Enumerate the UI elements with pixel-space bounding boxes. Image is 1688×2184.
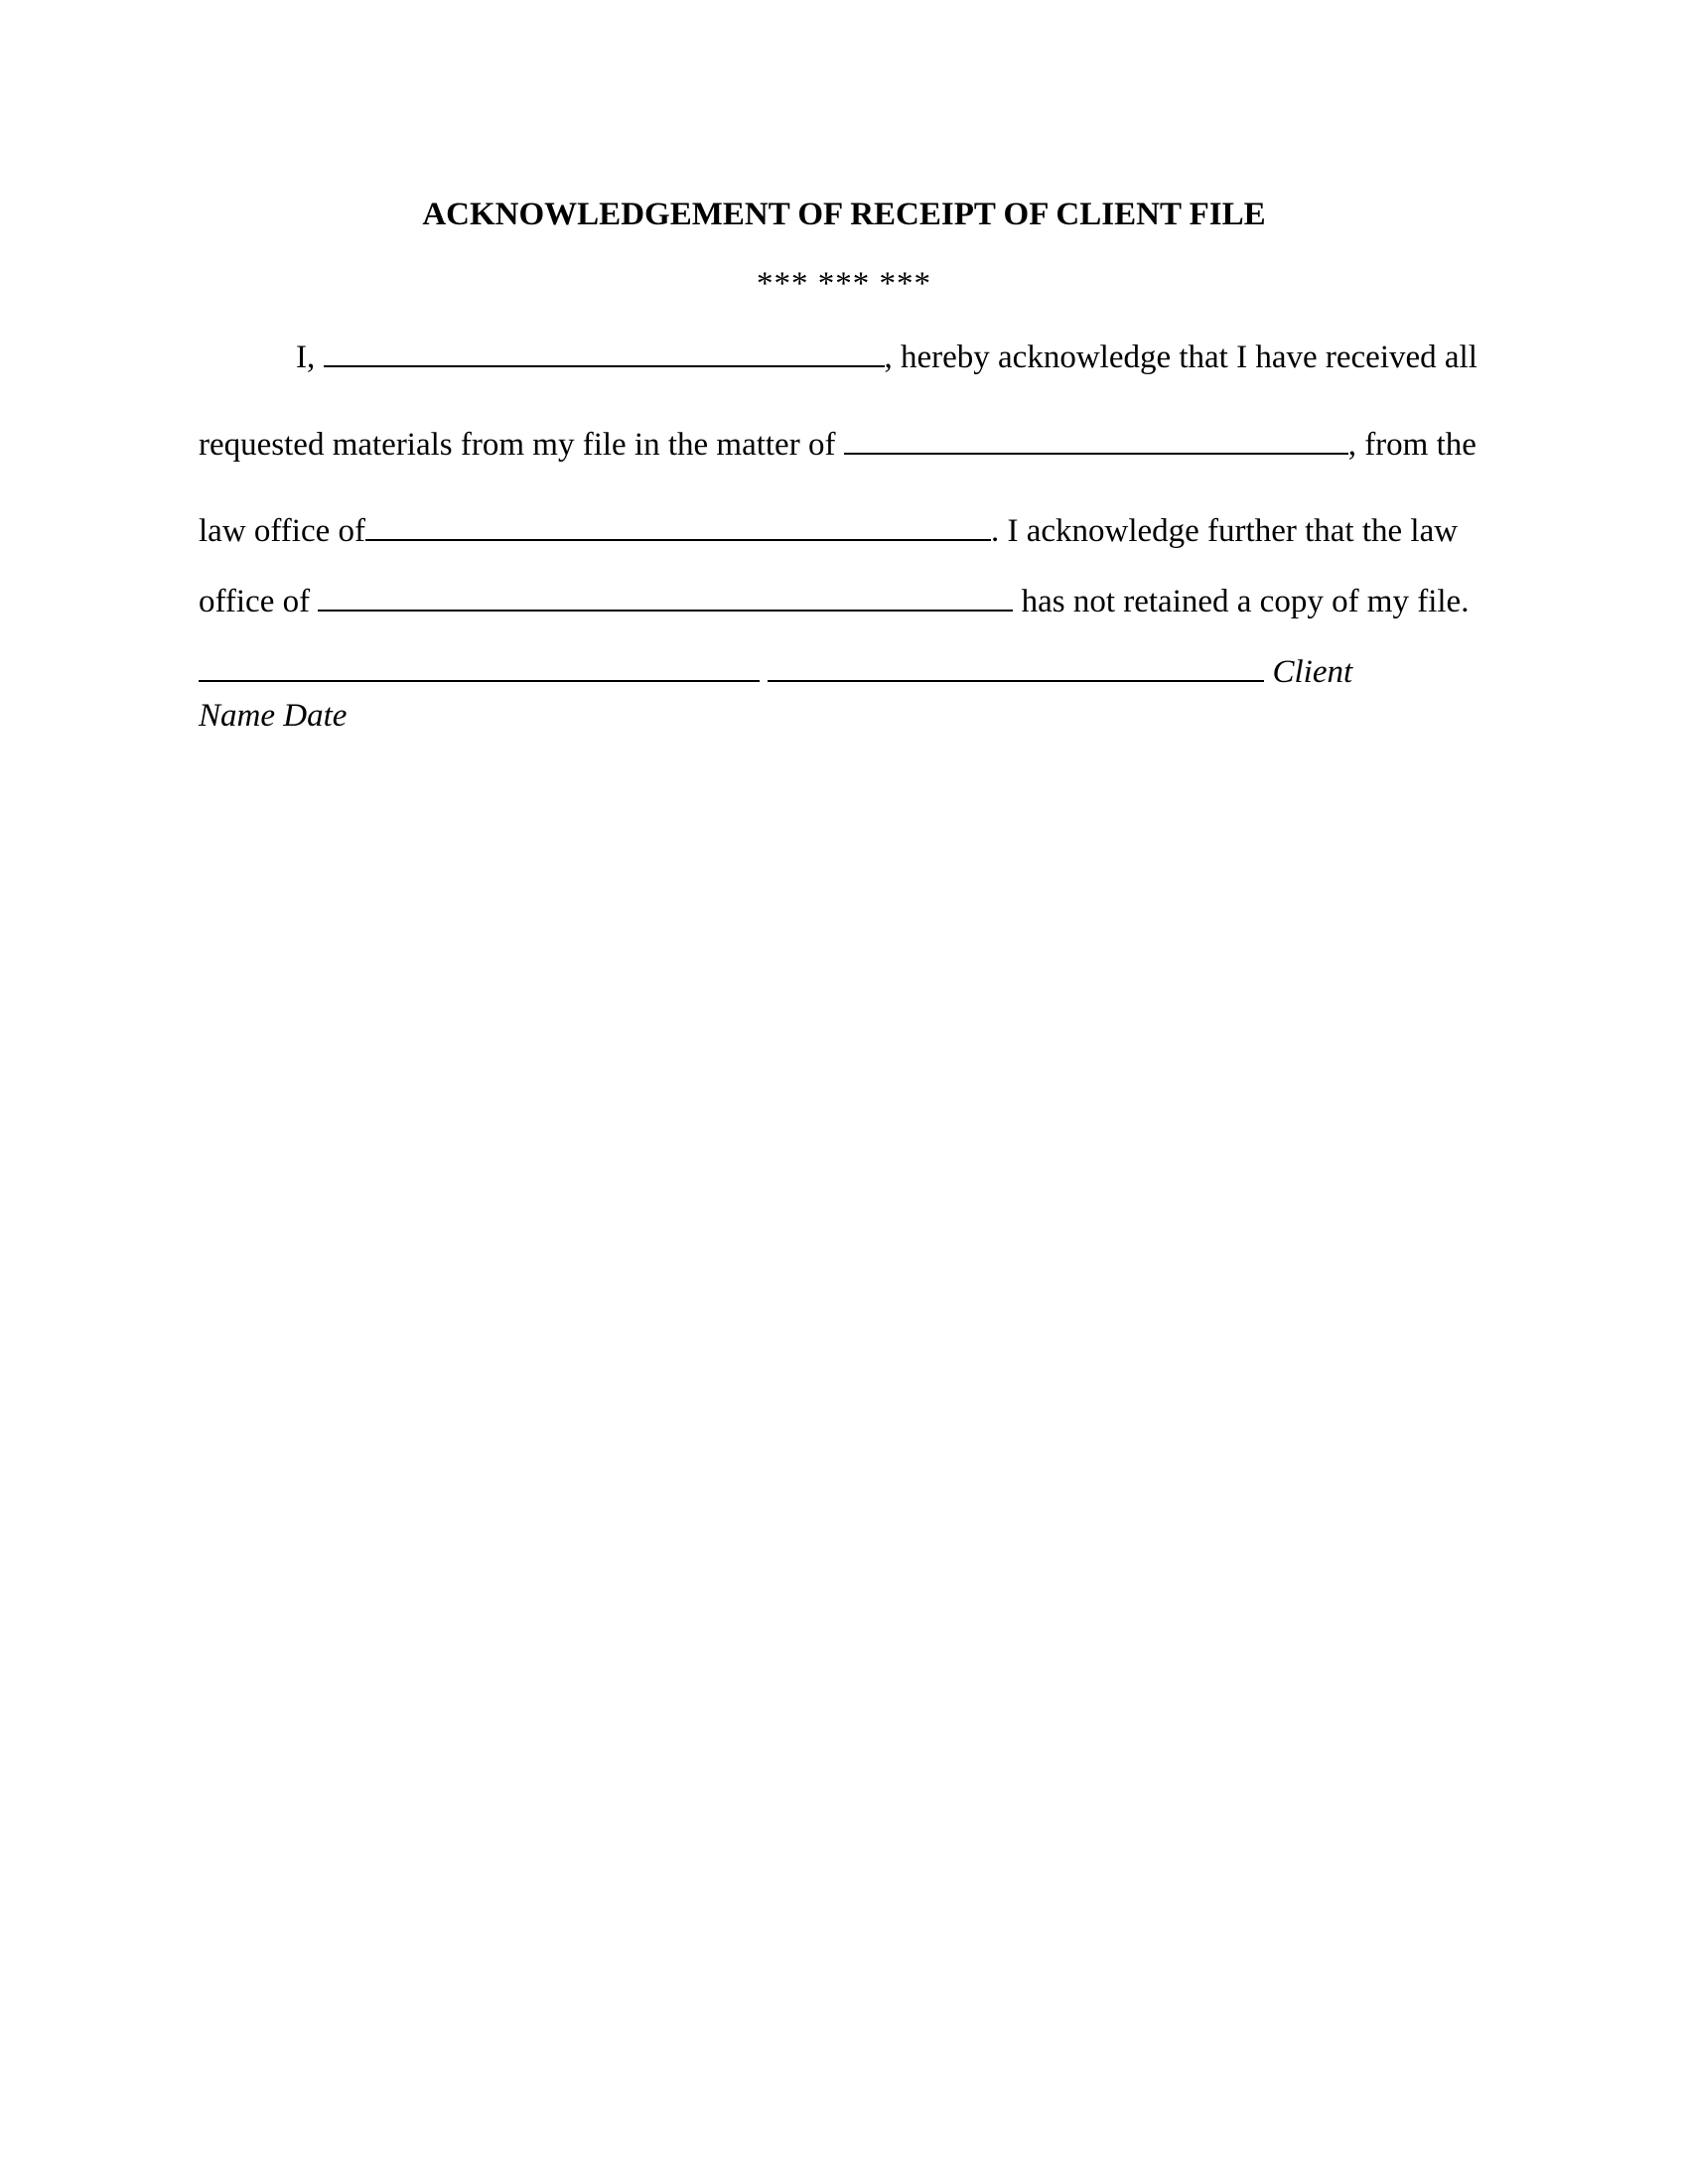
document-title: ACKNOWLEDGEMENT OF RECEIPT OF CLIENT FILE: [422, 197, 1266, 232]
date-blank[interactable]: [768, 652, 1264, 682]
law-office-blank[interactable]: [365, 511, 991, 541]
law-office-blank-2[interactable]: [318, 582, 1013, 612]
line2-suffix: , from the: [1347, 427, 1477, 463]
acknowledgement-line-3: [199, 511, 1458, 551]
acknowledgement-line-4: [199, 582, 1469, 621]
line3-suffix: . I acknowledge further that the law: [990, 513, 1459, 549]
client-name-blank[interactable]: [324, 338, 885, 367]
separator: *** *** ***: [757, 266, 931, 302]
acknowledgement-line-1: [296, 338, 1477, 377]
line1-prefix: I,: [296, 340, 316, 375]
client-label: Client: [1272, 654, 1353, 690]
name-date-label: Name Date: [199, 698, 348, 734]
matter-blank[interactable]: [844, 425, 1348, 455]
client-signature-blank[interactable]: [199, 652, 760, 682]
line4-suffix: has not retained a copy of my file.: [1021, 584, 1470, 619]
line4-prefix: office of: [199, 584, 311, 619]
line3-prefix: law office of: [199, 513, 365, 549]
signature-line: [199, 652, 1352, 692]
acknowledgement-line-2: [199, 425, 1477, 465]
line1-suffix: , hereby acknowledge that I have received all: [884, 340, 1477, 375]
line2-prefix: requested materials from my file in the matter of: [199, 427, 836, 463]
